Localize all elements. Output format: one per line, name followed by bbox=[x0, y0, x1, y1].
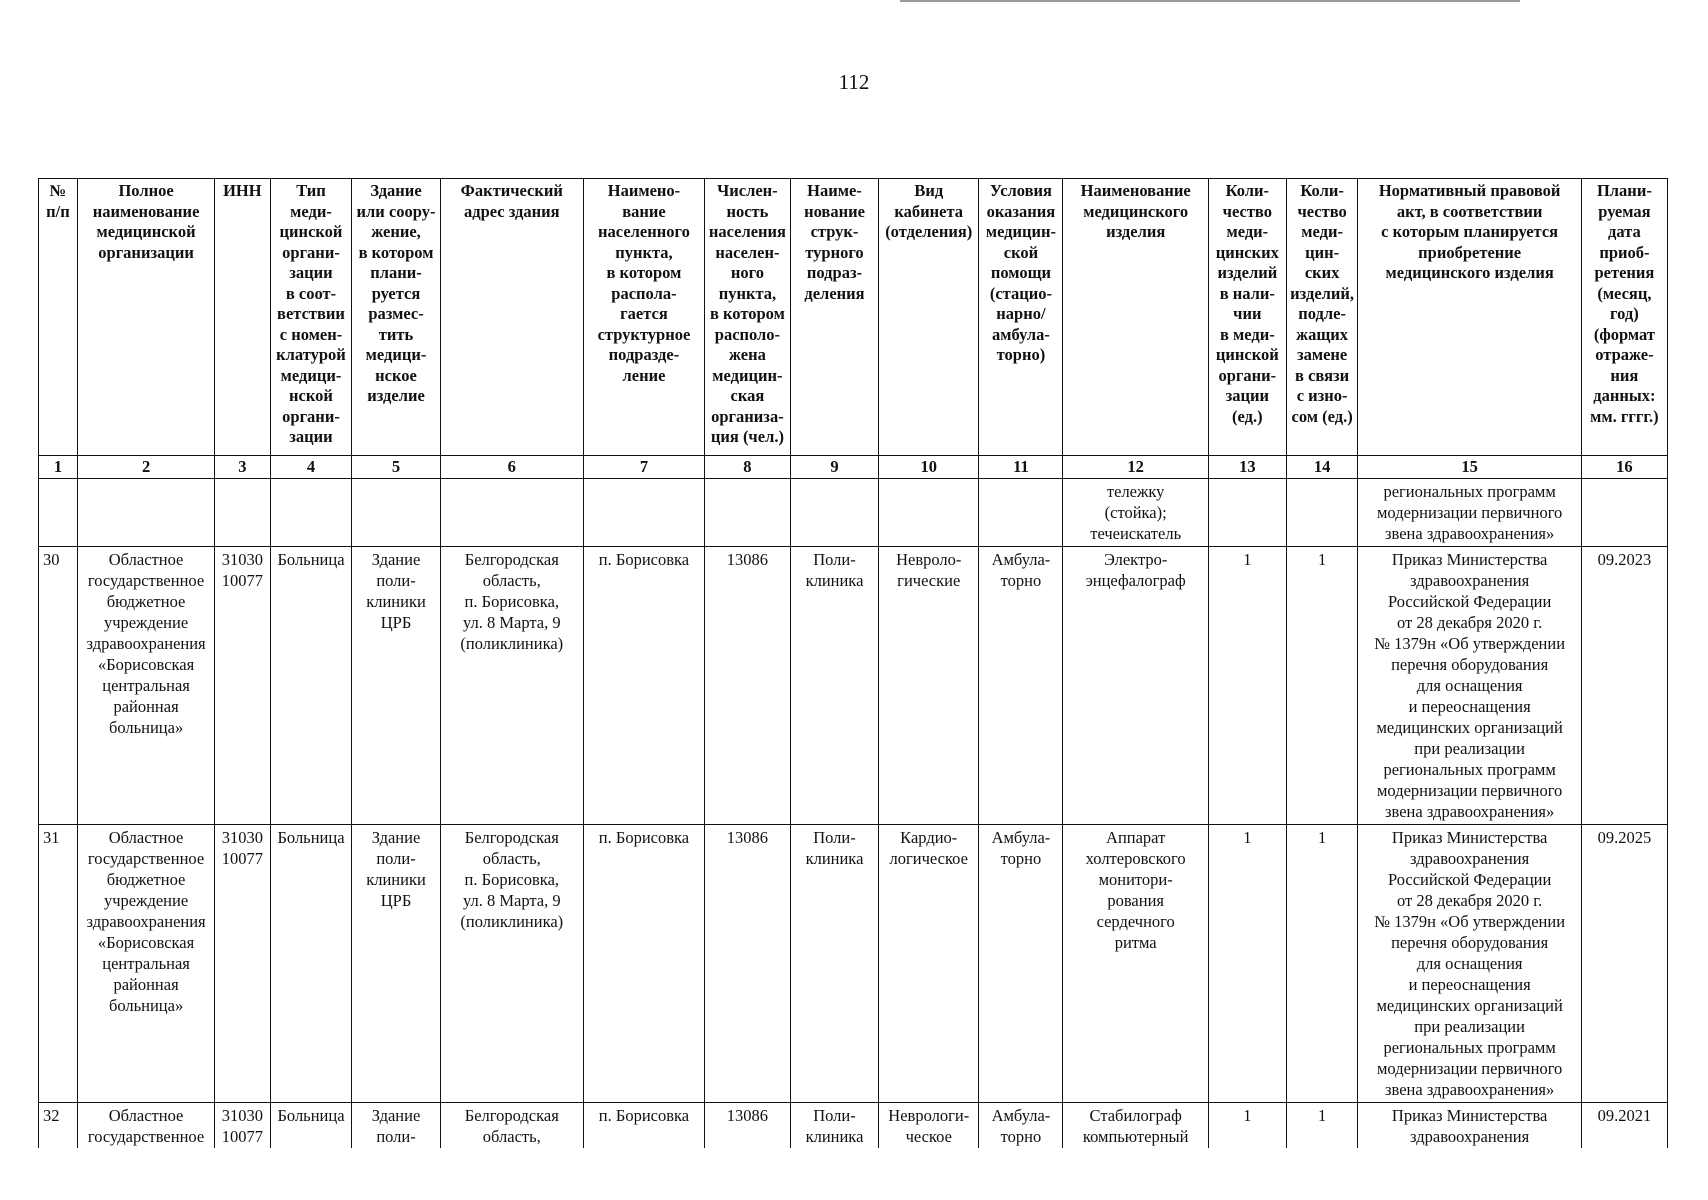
building-cell: Здание поли- клиники ЦРБ bbox=[352, 825, 440, 1103]
header-cell-7: Наимено- вание населенного пункта, в котором распола- гается структурное подразде- ление bbox=[584, 179, 705, 456]
qty-available-cell: 1 bbox=[1208, 825, 1286, 1103]
column-number: 5 bbox=[352, 456, 440, 479]
organization-cell: Областное государственное bbox=[77, 1103, 214, 1149]
column-number: 14 bbox=[1286, 456, 1358, 479]
empty-cell bbox=[704, 479, 790, 547]
legal-act-cell: Приказ Министерства здравоохранения Российской Федерации от 28 декабря 2020 г. № 1379н «Об утверждении перечня оборудования для оснащения и переоснащения медицинских организаций при реализации региональных программ модернизации первичного звена здравоохранения» bbox=[1358, 547, 1581, 825]
column-number: 11 bbox=[979, 456, 1063, 479]
header-cell-14: Коли- чество меди- цин- ских изделий, подле- жащих замене в связи с изно- сом (ед.) bbox=[1286, 179, 1358, 456]
header-cell-15: Нормативный правовой акт, в соответствии с которым планируется приобретение медицинского изделия bbox=[1358, 179, 1581, 456]
device-name-cell: Электро- энцефалограф bbox=[1063, 547, 1208, 825]
scan-top-edge-line bbox=[900, 0, 1520, 2]
cabinet-cell: Кардио- логическое bbox=[879, 825, 979, 1103]
table-row bbox=[39, 825, 1668, 1103]
conditions-cell: Амбула- торно bbox=[979, 825, 1063, 1103]
column-number: 10 bbox=[879, 456, 979, 479]
settlement-cell: п. Борисовка bbox=[584, 1103, 705, 1149]
org-type-cell: Больница bbox=[270, 825, 352, 1103]
population-cell: 13086 bbox=[704, 547, 790, 825]
empty-cell bbox=[879, 479, 979, 547]
empty-cell bbox=[39, 479, 78, 547]
row-number-cell: 31 bbox=[39, 825, 78, 1103]
empty-cell bbox=[979, 479, 1063, 547]
organization-cell: Областное государственное бюджетное учреждение здравоохранения «Борисовская центральная районная больница» bbox=[77, 547, 214, 825]
empty-cell bbox=[1208, 479, 1286, 547]
planned-date-cell: 09.2021 bbox=[1581, 1103, 1667, 1149]
device-name-cell: тележку (стойка); течеискатель bbox=[1063, 479, 1208, 547]
table-row bbox=[39, 547, 1668, 825]
conditions-cell: Амбула- торно bbox=[979, 1103, 1063, 1149]
column-number: 8 bbox=[704, 456, 790, 479]
header-cell-11: Условия оказания медицин- ской помощи (стацио- нарно/ амбула- торно) bbox=[979, 179, 1063, 456]
table-row bbox=[39, 1103, 1668, 1149]
header-cell-5: Здание или соору- жение, в котором плани- руется размес- тить медици- нское изделие bbox=[352, 179, 440, 456]
qty-replace-cell: 1 bbox=[1286, 825, 1358, 1103]
empty-cell bbox=[1286, 479, 1358, 547]
empty-cell bbox=[790, 479, 878, 547]
page-number: 112 bbox=[838, 70, 870, 94]
legal-act-cell: региональных программ модернизации первичного звена здравоохранения» bbox=[1358, 479, 1581, 547]
qty-replace-cell: 1 bbox=[1286, 547, 1358, 825]
header-cell-16: Плани- руемая дата приоб- ретения (месяц, год) (формат отраже- ния данных: мм. гггг.) bbox=[1581, 179, 1667, 456]
building-cell: Здание поли- клиники ЦРБ bbox=[352, 547, 440, 825]
inn-cell: 31030 10077 bbox=[215, 825, 270, 1103]
column-number-row bbox=[39, 456, 1668, 479]
header-cell-12: Наименование медицинского изделия bbox=[1063, 179, 1208, 456]
row-number-cell: 30 bbox=[39, 547, 78, 825]
empty-cell bbox=[1581, 479, 1667, 547]
org-type-cell: Больница bbox=[270, 1103, 352, 1149]
header-cell-9: Наиме- нование струк- турного подраз- деления bbox=[790, 179, 878, 456]
planned-date-cell: 09.2023 bbox=[1581, 547, 1667, 825]
population-cell: 13086 bbox=[704, 825, 790, 1103]
empty-cell bbox=[77, 479, 214, 547]
empty-cell bbox=[270, 479, 352, 547]
empty-cell bbox=[440, 479, 583, 547]
column-number: 4 bbox=[270, 456, 352, 479]
column-number: 7 bbox=[584, 456, 705, 479]
column-number: 1 bbox=[39, 456, 78, 479]
continuation-row bbox=[39, 479, 1668, 547]
device-name-cell: Стабилограф компьютерный bbox=[1063, 1103, 1208, 1149]
conditions-cell: Амбула- торно bbox=[979, 547, 1063, 825]
header-cell-8: Числен- ность населения населен- ного пункта, в котором располо- жена медицин- ская организа- ция (чел.) bbox=[704, 179, 790, 456]
qty-replace-cell: 1 bbox=[1286, 1103, 1358, 1149]
device-name-cell: Аппарат холтеровского монитори- рования сердечного ритма bbox=[1063, 825, 1208, 1103]
cabinet-cell: Неврологи- ческое bbox=[879, 1103, 979, 1149]
empty-cell bbox=[584, 479, 705, 547]
column-number: 2 bbox=[77, 456, 214, 479]
column-number: 15 bbox=[1358, 456, 1581, 479]
settlement-cell: п. Борисовка bbox=[584, 547, 705, 825]
column-number: 13 bbox=[1208, 456, 1286, 479]
header-row bbox=[39, 179, 1668, 456]
unit-cell: Поли- клиника bbox=[790, 1103, 878, 1149]
building-cell: Здание поли- bbox=[352, 1103, 440, 1149]
header-cell-10: Вид кабинета (отделения) bbox=[879, 179, 979, 456]
qty-available-cell: 1 bbox=[1208, 547, 1286, 825]
column-number: 9 bbox=[790, 456, 878, 479]
empty-cell bbox=[352, 479, 440, 547]
inn-cell: 31030 10077 bbox=[215, 1103, 270, 1149]
settlement-cell: п. Борисовка bbox=[584, 825, 705, 1103]
header-cell-2: Полное наименование медицинской организации bbox=[77, 179, 214, 456]
address-cell: Белгородская область, п. Борисовка, ул. 8 Марта, 9 (поликлиника) bbox=[440, 547, 583, 825]
org-type-cell: Больница bbox=[270, 547, 352, 825]
empty-cell bbox=[215, 479, 270, 547]
row-number-cell: 32 bbox=[39, 1103, 78, 1149]
inn-cell: 31030 10077 bbox=[215, 547, 270, 825]
column-number: 16 bbox=[1581, 456, 1667, 479]
unit-cell: Поли- клиника bbox=[790, 547, 878, 825]
header-cell-1: № п/п bbox=[39, 179, 78, 456]
legal-act-cell: Приказ Министерства здравоохранения Российской Федерации от 28 декабря 2020 г. № 1379н «Об утверждении перечня оборудования для оснащения и переоснащения медицинских организаций при реализации региональных программ модернизации первичного звена здравоохранения» bbox=[1358, 825, 1581, 1103]
cabinet-cell: Невроло- гические bbox=[879, 547, 979, 825]
header-cell-13: Коли- чество меди- цинских изделий в нали- чии в меди- цинской органи- зации (ед.) bbox=[1208, 179, 1286, 456]
header-cell-3: ИНН bbox=[215, 179, 270, 456]
address-cell: Белгородская область, bbox=[440, 1103, 583, 1149]
medical-equipment-table bbox=[38, 178, 1668, 1148]
table-container bbox=[38, 178, 1668, 1148]
header-cell-6: Фактический адрес здания bbox=[440, 179, 583, 456]
legal-act-cell: Приказ Министерства здравоохранения bbox=[1358, 1103, 1581, 1149]
column-number: 12 bbox=[1063, 456, 1208, 479]
header-cell-4: Тип меди- цинской органи- зации в соот- ветствии с номен- клатурой медици- нской органи- зации bbox=[270, 179, 352, 456]
column-number: 3 bbox=[215, 456, 270, 479]
unit-cell: Поли- клиника bbox=[790, 825, 878, 1103]
planned-date-cell: 09.2025 bbox=[1581, 825, 1667, 1103]
organization-cell: Областное государственное бюджетное учреждение здравоохранения «Борисовская центральная районная больница» bbox=[77, 825, 214, 1103]
column-number: 6 bbox=[440, 456, 583, 479]
address-cell: Белгородская область, п. Борисовка, ул. 8 Марта, 9 (поликлиника) bbox=[440, 825, 583, 1103]
population-cell: 13086 bbox=[704, 1103, 790, 1149]
qty-available-cell: 1 bbox=[1208, 1103, 1286, 1149]
